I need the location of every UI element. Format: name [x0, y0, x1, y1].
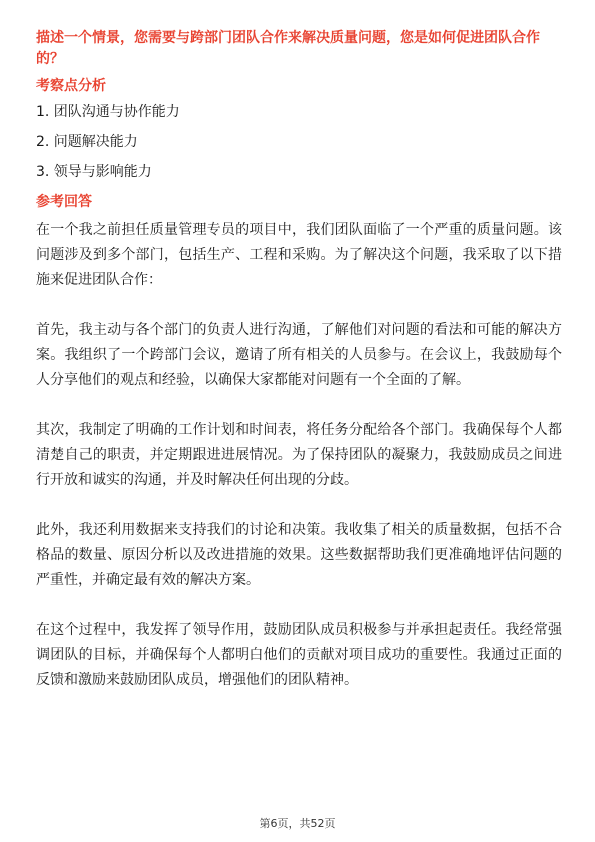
page-number: 第6页，共52页 — [259, 817, 336, 830]
analysis-points — [36, 102, 562, 182]
question-heading: 描述一个情景，您需要与跨部门团队合作来解决质量问题，您是如何促进团队合作的？ — [36, 30, 540, 67]
answer-paragraph: 其次，我制定了明确的工作计划和时间表，将任务分配给各个部门。我确保每个人都清楚自己的职责，并定期跟进进展情况。为了保持团队的凝聚力，我鼓励成员之间进行开放和诚实的沟通，并及时解决任何出现的分歧。 — [36, 422, 562, 488]
document-page — [36, 28, 562, 718]
answer-paragraph: 在这个过程中，我发挥了领导作用，鼓励团队成员积极参与并承担起责任。我经常强调团队的目标，并确保每个人都明白他们的贡献对项目成功的重要性。我通过正面的反馈和激励来鼓励团队成员，增强他们的团队精神。 — [36, 622, 562, 688]
analysis-point: 3. 领导与影响能力 — [36, 164, 152, 180]
analysis-point: 2. 问题解决能力 — [36, 134, 138, 150]
answer-paragraph: 此外，我还利用数据来支持我们的讨论和决策。我收集了相关的质量数据，包括不合格品的数量、原因分析以及改进措施的效果。这些数据帮助我们更准确地评估问题的严重性，并确定最有效的解决方案。 — [36, 522, 562, 588]
analysis-title: 考察点分析 — [36, 78, 106, 94]
analysis-point: 1. 团队沟通与协作能力 — [36, 104, 180, 120]
answer-paragraph: 在一个我之前担任质量管理专员的项目中，我们团队面临了一个严重的质量问题。该问题涉及到多个部门，包括生产、工程和采购。为了解决这个问题，我采取了以下措施来促进团队合作： — [36, 222, 562, 288]
answer-paragraph: 首先，我主动与各个部门的负责人进行沟通，了解他们对问题的看法和可能的解决方案。我组织了一个跨部门会议，邀请了所有相关的人员参与。在会议上，我鼓励每个人分享他们的观点和经验，以确保大家都能对问题有一个全面的了解。 — [36, 322, 562, 388]
answer-title: 参考回答 — [36, 194, 92, 210]
